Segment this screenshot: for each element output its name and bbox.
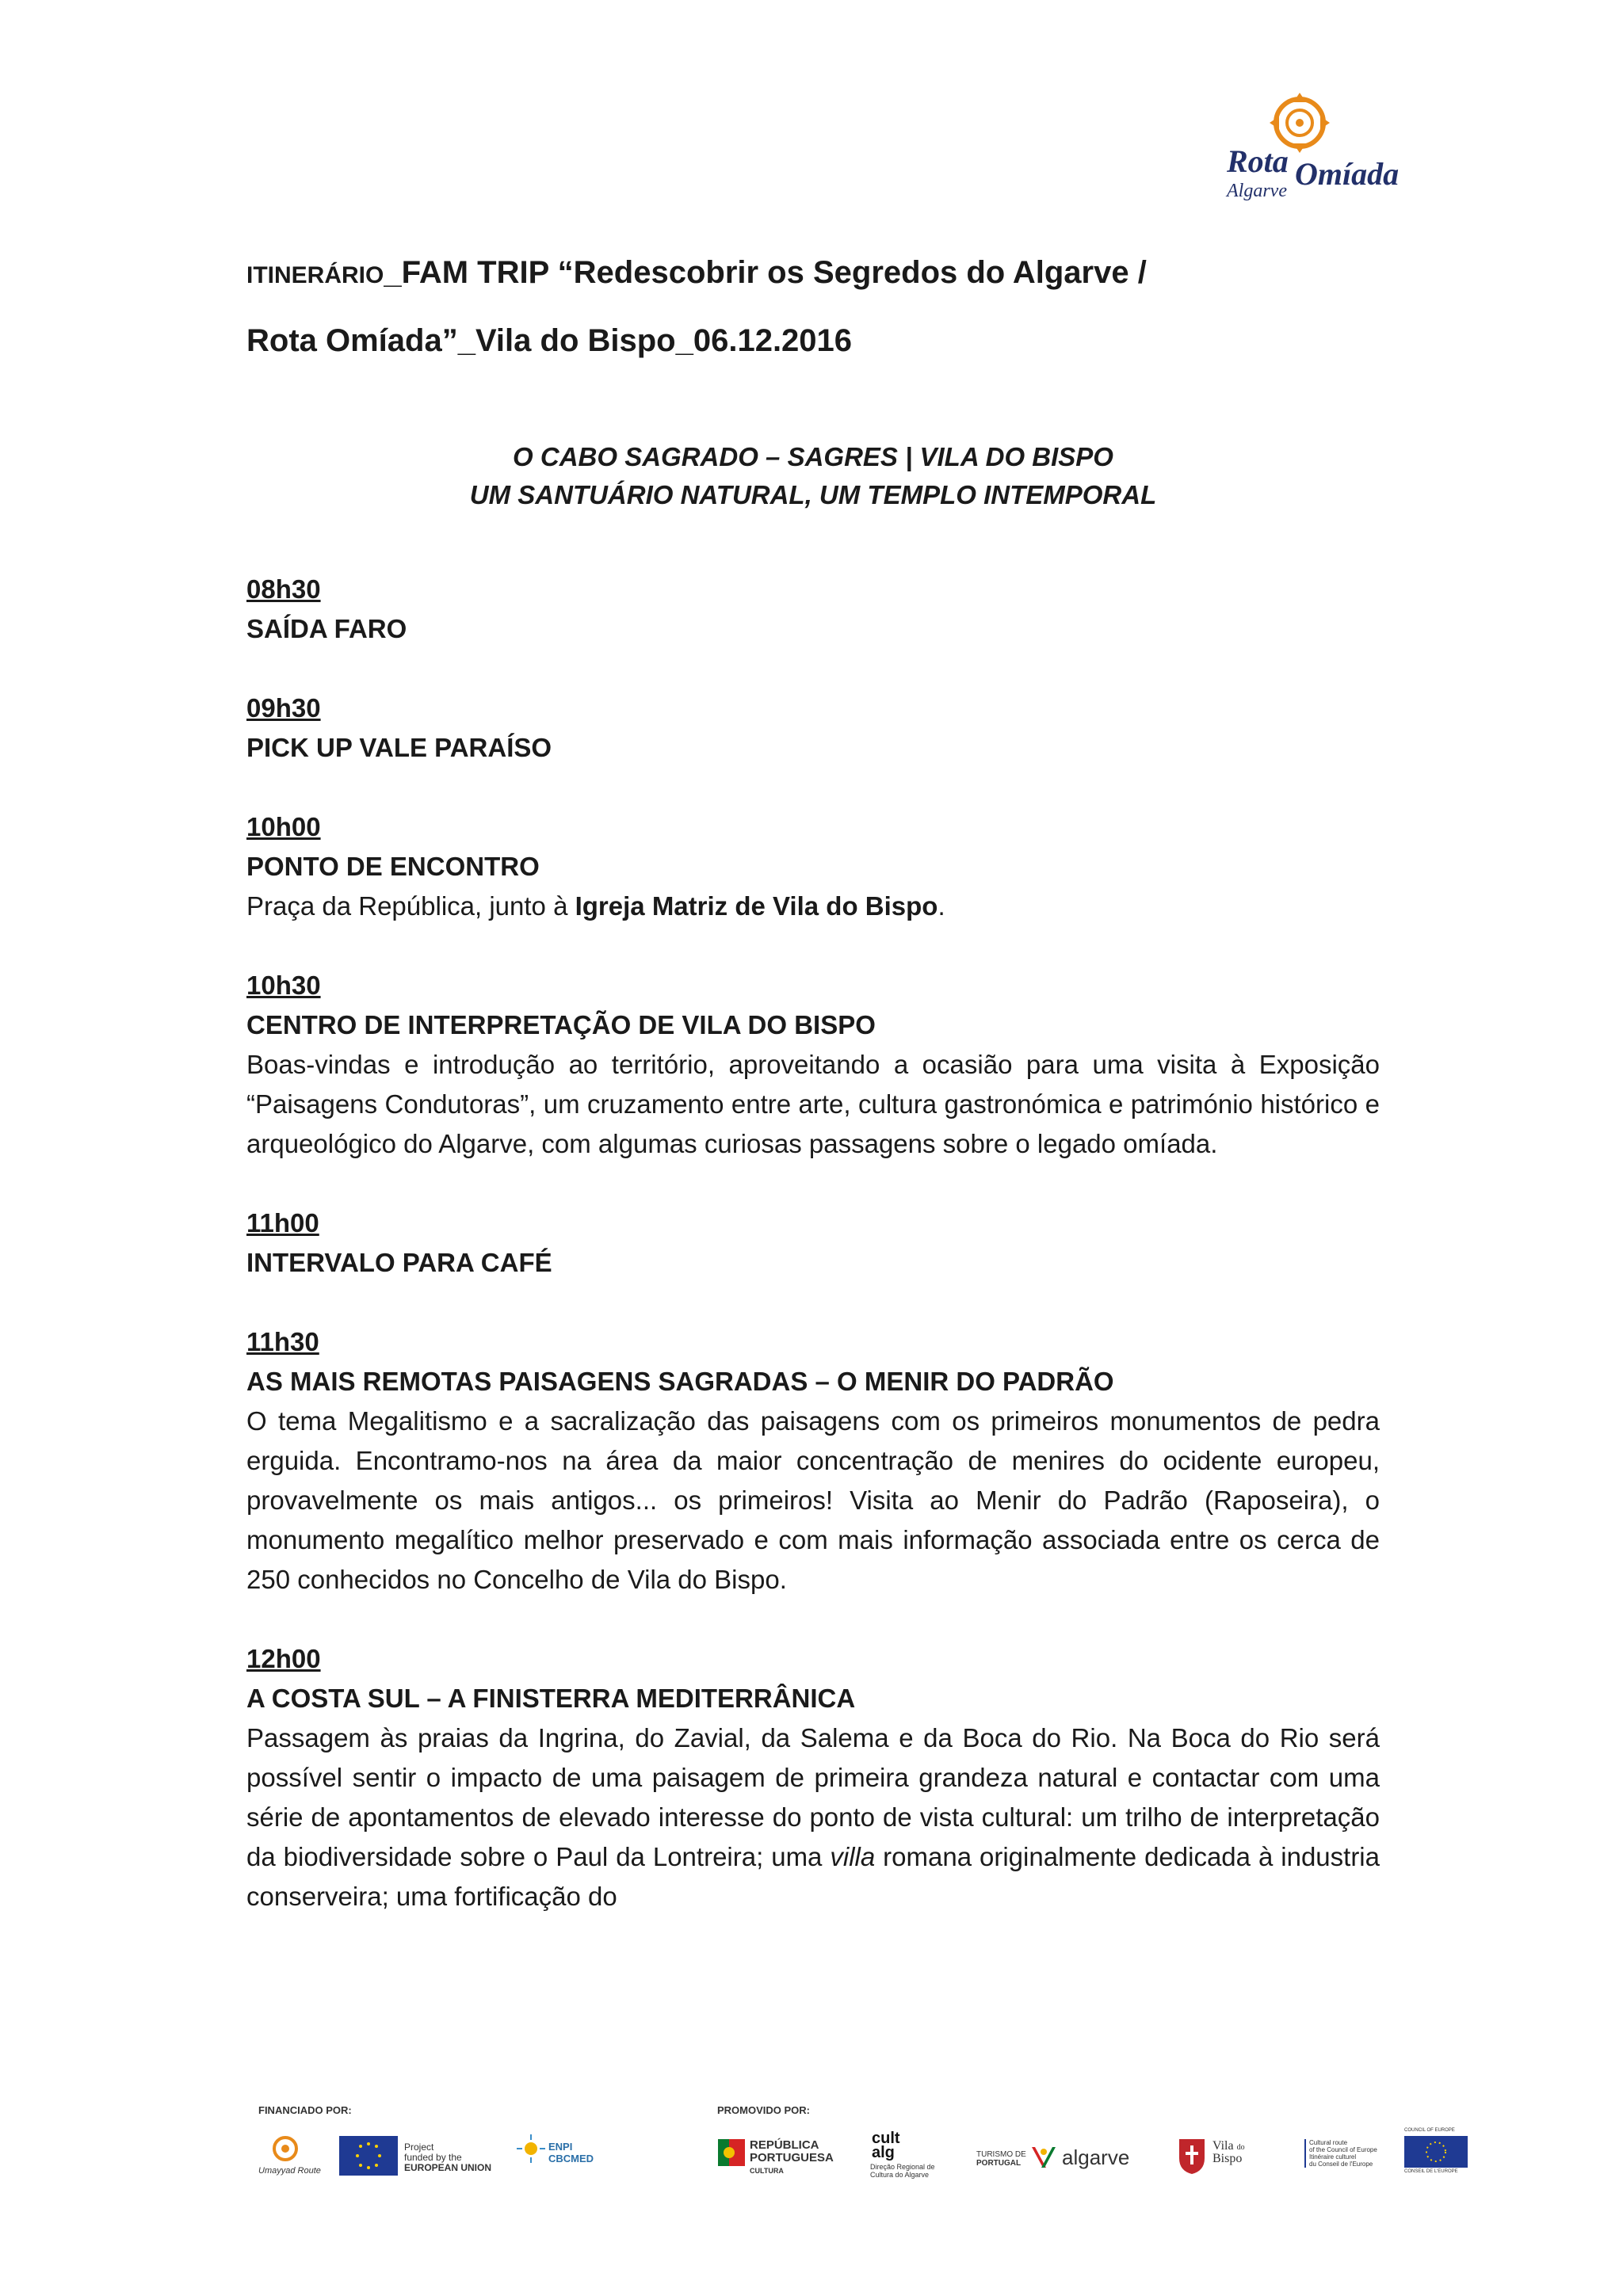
coe-line4: du Conseil de l'Europe — [1309, 2161, 1373, 2168]
desc-text: Passagem às praias da Ingrina, do Zavial, da Salema e da Boca do Rio. Na Boca do Rio será possível sentir o impacto de uma paisagem de primeira grandeza natural e contactar com uma série de apontamentos de elevado interesse do ponto de vista cultural: um trilho de interpretação da biodiversidade sobre o Paul da Lontreira; uma — [246, 1722, 1380, 1871]
schedule-heading: PONTO DE ENCONTRO — [246, 851, 540, 881]
schedule-heading: SAÍDA FARO — [246, 613, 407, 643]
cult-line2: alg — [872, 2144, 895, 2161]
desc-italic-text: villa — [830, 1841, 876, 1871]
schedule-time: 08h30 — [246, 574, 321, 604]
schedule-heading: AS MAIS REMOTAS PAISAGENS SAGRADAS – O MENIR DO PADRÃO — [246, 1366, 1114, 1396]
schedule-description: O tema Megalitismo e a sacralização das paisagens com os primeiros monumentos de pedra erguida. Encontramo-nos na área da maior concentração de menires do ocidente europeu, provavelmente os mais antigos... os primeiros! Visita ao Menir do Padrão (Raposeira), o monumento megalítico melhor preservado e com mais informação associada entre os cerca de 250 conhecidos no Concelho de Vila do Bispo. — [246, 1405, 1380, 1594]
enpi-text — [548, 2141, 594, 2164]
eu-line2: funded by the — [404, 2152, 462, 2163]
sponsor-footer — [254, 2104, 1474, 2191]
turismo-portugal-text — [976, 2150, 1026, 2168]
schedule-heading: CENTRO DE INTERPRETAÇÃO DE VILA DO BISPO — [246, 1009, 876, 1039]
vila-line2: Bispo — [1212, 2152, 1243, 2165]
schedule-heading: INTERVALO PARA CAFÉ — [246, 1247, 552, 1277]
coe-bottom-label: CONSEIL DE L'EUROPE — [1404, 2169, 1458, 2174]
rp-line2: PORTUGUESA — [750, 2151, 834, 2164]
umayyad-route-label: Umayyad Route — [258, 2166, 321, 2176]
desc-bold-text: Igreja Matriz de Vila do Bispo — [575, 891, 938, 921]
enpi-line1: ENPI — [548, 2141, 573, 2153]
enpi-line2: CBCMED — [548, 2153, 594, 2164]
turismo-portugal-logo-icon — [1029, 2144, 1059, 2171]
cult-caption1: Direção Regional de — [870, 2163, 935, 2171]
rp-line1: REPÚBLICA — [750, 2138, 819, 2152]
schedule-description — [246, 1718, 1380, 1917]
tp-line2: PORTUGAL — [976, 2159, 1022, 2168]
schedule-time: 09h30 — [246, 692, 321, 723]
schedule-description: Boas-vindas e introdução ao território, aproveitando a ocasião para uma visita à Exposição “Paisagens Condutoras”, um cruzamento entre arte, cultura gastronómica e património histórico e arqueológico do Algarve, com algumas curiosas passagens sobre o legado omíada. — [246, 1049, 1380, 1158]
eu-funding-text — [404, 2142, 491, 2173]
logo-text-rota: Rota — [1227, 143, 1289, 179]
financed-by-label: FINANCIADO POR: — [258, 2104, 352, 2116]
eu-line1: Project — [404, 2142, 434, 2153]
vila-do-bispo-crest-icon — [1176, 2136, 1208, 2176]
coe-line1: Cultural route — [1309, 2139, 1348, 2146]
vila-do-bispo-text — [1212, 2141, 1245, 2164]
desc-text-end: . — [938, 891, 945, 921]
schedule-item — [246, 1322, 1380, 1600]
cult-alg-caption — [870, 2163, 935, 2179]
cult-caption2: Cultura do Algarve — [870, 2171, 930, 2179]
schedule-item — [246, 966, 1380, 1164]
rp-line3: CULTURA — [750, 2167, 784, 2175]
schedule-item — [246, 807, 1380, 926]
schedule-item — [246, 1639, 1380, 1917]
logo-text-omiada: Omíada — [1295, 156, 1400, 192]
promoted-by-label: PROMOVIDO POR: — [717, 2104, 811, 2116]
republica-portuguesa-text — [750, 2139, 834, 2177]
schedule-item — [246, 688, 1380, 768]
desc-text: Praça da República, junto à — [246, 891, 575, 921]
enpi-sun-icon — [515, 2133, 547, 2164]
logo-text-algarve: Algarve — [1227, 181, 1287, 201]
schedule-heading: PICK UP VALE PARAÍSO — [246, 732, 552, 762]
schedule-time: 11h30 — [246, 1326, 319, 1356]
cultural-route-text — [1304, 2139, 1377, 2168]
page-title — [246, 254, 1380, 292]
coe-top-label: COUNCIL OF EUROPE — [1404, 2128, 1455, 2133]
subtitle — [246, 438, 1380, 514]
schedule-item — [246, 570, 1380, 649]
algarve-label: algarve — [1062, 2145, 1130, 2169]
vila-word: Vila — [1212, 2139, 1234, 2153]
coe-line3: Itinéraire culturel — [1309, 2153, 1357, 2161]
schedule-description — [246, 887, 1380, 926]
subtitle-line2: UM SANTUÁRIO NATURAL, UM TEMPLO INTEMPORAL — [469, 479, 1157, 509]
eu-flag-icon — [339, 2136, 398, 2176]
do-word: do — [1236, 2143, 1245, 2152]
tp-line1: TURISMO DE — [976, 2150, 1026, 2159]
portugal-flag-icon — [718, 2139, 745, 2166]
eu-line3: EUROPEAN UNION — [404, 2162, 492, 2173]
cult-alg-logo — [872, 2131, 900, 2160]
schedule-item — [246, 1203, 1380, 1283]
umayyad-route-logo-icon — [262, 2134, 309, 2166]
schedule-time: 12h00 — [246, 1643, 321, 1673]
schedule-time: 10h30 — [246, 970, 321, 1000]
cult-line1: cult — [872, 2130, 900, 2147]
council-of-europe-flag-icon — [1404, 2136, 1468, 2168]
title-prefix: ITINERÁRIO — [246, 262, 384, 288]
title-rest: _FAM TRIP “Redescobrir os Segredos do Algarve / — [384, 255, 1147, 290]
page-title-line2: Rota Omíada”_Vila do Bispo_06.12.2016 — [246, 323, 853, 358]
document-body — [246, 238, 1380, 1956]
schedule-time: 11h00 — [246, 1207, 319, 1238]
desc-text-end: romana originalmente dedicada à industria conserveira; uma fortificação do — [246, 1841, 1380, 1911]
schedule-heading: A COSTA SUL – A FINISTERRA MEDITERRÂNICA — [246, 1683, 856, 1713]
schedule-time: 10h00 — [246, 811, 321, 841]
coe-line2: of the Council of Europe — [1309, 2146, 1377, 2153]
subtitle-line1: O CABO SAGRADO – SAGRES | VILA DO BISPO — [513, 442, 1113, 471]
